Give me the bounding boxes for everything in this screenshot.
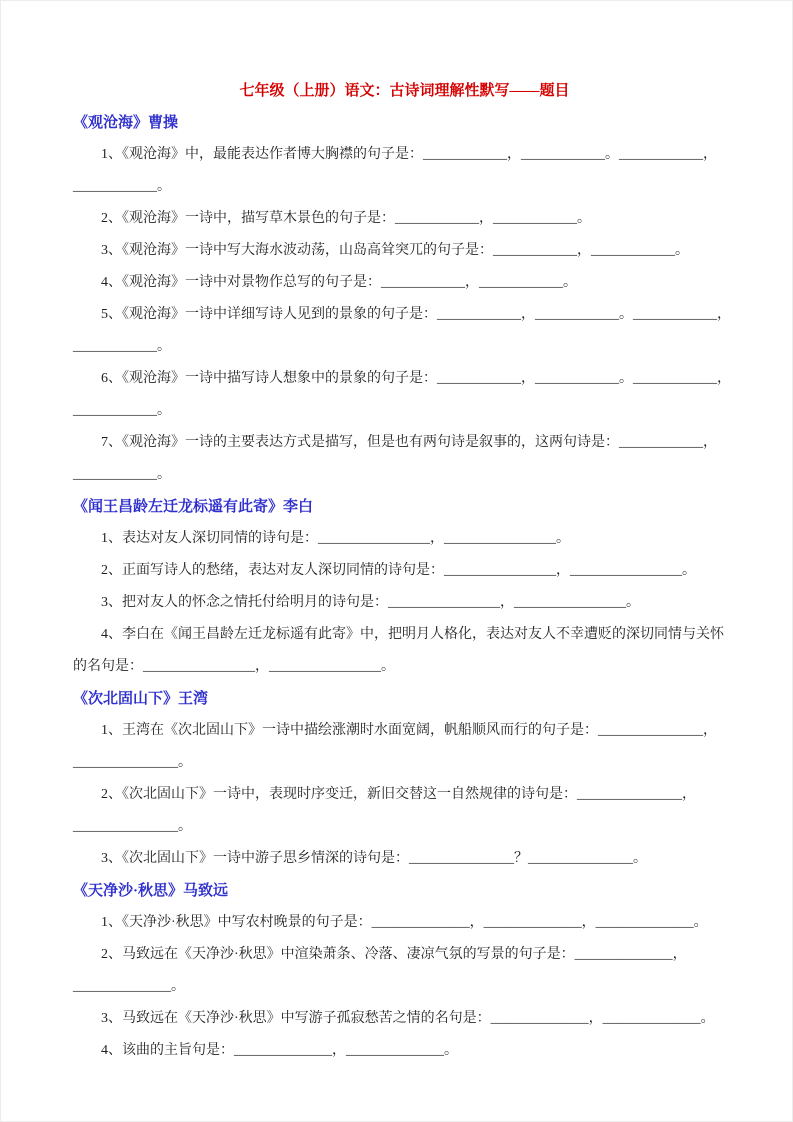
question: 3、《观沧海》一诗中写大海水波动荡，山岛高耸突兀的句子是：____________，____________。 — [101, 243, 689, 258]
question: 3、《次北固山下》一诗中游子思乡情深的诗句是：_______________？_______________。 — [101, 851, 647, 866]
section-heading-wenwangchangling: 《闻王昌龄左迁龙标遥有此寄》李白 — [73, 499, 314, 515]
section-heading-guancanghai: 《观沧海》曹操 — [73, 115, 179, 131]
question: 5、《观沧海》一诗中详细写诗人见到的景象的句子是：____________，____________。____________，____________。 — [73, 307, 731, 354]
question: 2、《次北固山下》一诗中，表现时序变迁，新旧交替这一自然规律的诗句是：_______________，_______________。 — [73, 787, 696, 834]
question: 1、《天净沙·秋思》中写农村晚景的句子是：______________，______________，______________。 — [101, 915, 708, 930]
question: 7、《观沧海》一诗的主要表达方式是描写，但是也有两句诗是叙事的，这两句诗是：____________，____________。 — [73, 435, 717, 482]
page-title: 七年级（上册）语文：古诗词理解性默写——题目 — [239, 83, 570, 99]
question: 2、《观沧海》一诗中，描写草木景色的句子是：____________，____________。 — [101, 211, 591, 226]
question: 3、马致远在《天净沙·秋思》中写游子孤寂愁苦之情的名句是：______________，______________。 — [101, 1011, 715, 1026]
question: 1、《观沧海》中，最能表达作者博大胸襟的句子是：____________，____________。____________，____________。 — [73, 147, 717, 194]
question: 6、《观沧海》一诗中描写诗人想象中的景象的句子是：____________，____________。____________，____________。 — [73, 371, 731, 418]
question: 2、正面写诗人的愁绪，表达对友人深切同情的诗句是：________________，________________。 — [101, 563, 696, 578]
question: 4、李白在《闻王昌龄左迁龙标遥有此寄》中，把明月人格化，表达对友人不幸遭贬的深切同情与关怀的名句是：________________，________________。 — [73, 627, 724, 674]
question: 3、把对友人的怀念之情托付给明月的诗句是：________________，________________。 — [101, 595, 640, 610]
question: 1、王湾在《次北固山下》一诗中描绘涨潮时水面宽阔，帆船顺风而行的句子是：_______________，_______________。 — [73, 723, 717, 770]
question: 4、《观沧海》一诗中对景物作总写的句子是：____________，____________。 — [101, 275, 577, 290]
section-heading-tianjingsha: 《天净沙·秋思》马致远 — [73, 883, 229, 899]
section-heading-cibeigushanxia: 《次北固山下》王湾 — [73, 691, 209, 707]
question: 1、表达对友人深切同情的诗句是：________________，________________。 — [101, 531, 570, 546]
question: 2、马致远在《天净沙·秋思》中渲染萧条、冷落、凄凉气氛的写景的句子是：______________，______________。 — [73, 947, 687, 994]
question: 4、该曲的主旨句是：______________，______________。 — [101, 1043, 458, 1058]
